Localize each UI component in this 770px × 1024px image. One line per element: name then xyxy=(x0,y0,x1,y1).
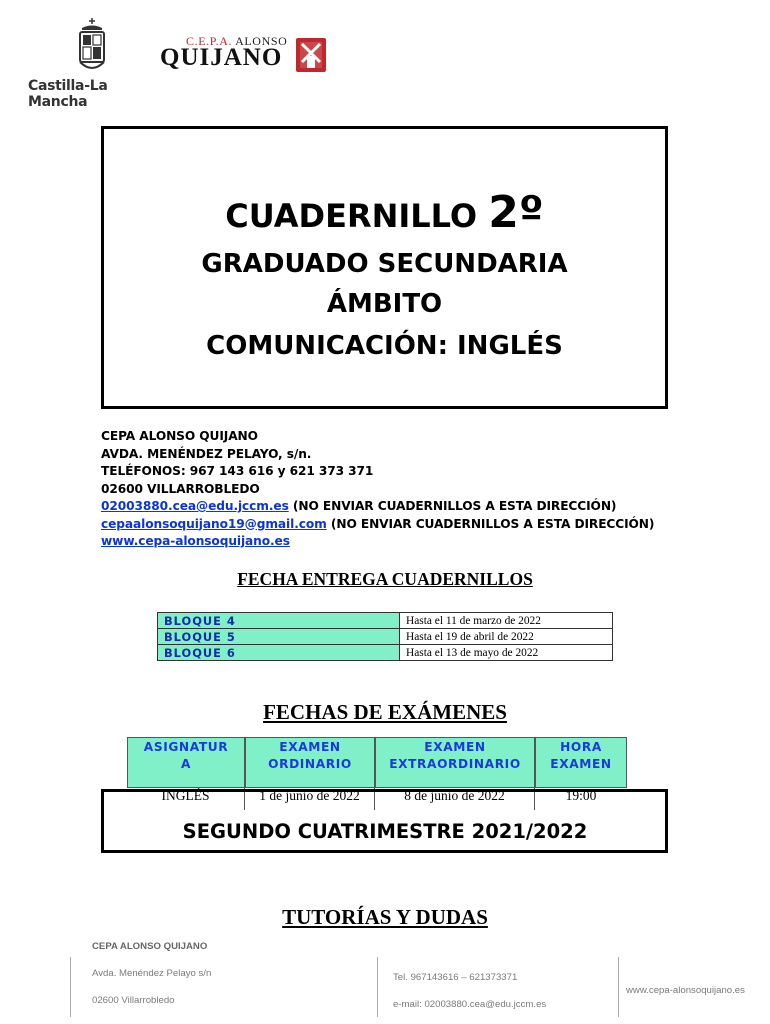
email2-note: (NO ENVIAR CUADERNILLOS A ESTA DIRECCIÓN) xyxy=(326,516,655,531)
page-footer xyxy=(0,935,770,1024)
school-phones: TELÉFONOS: 967 143 616 y 621 373 371 xyxy=(101,464,374,478)
email2-line xyxy=(101,516,654,534)
web-line xyxy=(101,533,654,551)
exams-table-header xyxy=(127,737,627,788)
header-subject-l1: ASIGNATUR xyxy=(143,740,229,754)
header-subject-l2: A xyxy=(180,757,192,771)
block-name: BLOQUE 6 xyxy=(158,645,400,661)
castilla-la-mancha-logo xyxy=(28,16,158,110)
email1-link[interactable]: 02003880.cea@edu.jccm.es xyxy=(101,499,289,513)
school-street: AVDA. MENÉNDEZ PELAYO, s/n. xyxy=(101,446,312,461)
castilla-la-mancha-text: Castilla-La Mancha xyxy=(28,78,108,110)
table-row xyxy=(158,629,613,645)
block-date: Hasta el 13 de mayo de 2022 xyxy=(400,645,613,661)
block-date: Hasta el 11 de marzo de 2022 xyxy=(400,613,613,629)
header-extra-l2: EXTRAORDINARIO xyxy=(389,757,521,771)
school-address-block xyxy=(101,428,654,551)
delivery-heading: FECHA ENTREGA CUADERNILLOS xyxy=(237,569,533,589)
header-hour-l1: HORA xyxy=(560,740,602,754)
cepa-prefix: C.E.P.A. xyxy=(186,34,233,48)
email1-note: (NO ENVIAR CUADERNILLOS A ESTA DIRECCIÓN) xyxy=(288,499,617,513)
footer-divider xyxy=(70,957,71,1017)
cepa-alonso-quijano-logo xyxy=(160,34,335,78)
footer-city: 02600 Villarrobledo xyxy=(92,995,175,1006)
website-link[interactable]: www.cepa-alonsoquijano.es xyxy=(101,534,290,548)
delivery-table xyxy=(157,612,613,661)
title-main xyxy=(104,187,665,238)
table-row xyxy=(158,613,613,629)
exam-extra-date: 8 de junio de 2022 xyxy=(375,788,535,810)
title-line-graduado: GRADUADO SECUNDARIA xyxy=(201,249,568,279)
semester-text: SEGUNDO CUATRIMESTRE 2021/2022 xyxy=(182,820,588,843)
header-hour-l2: EXAMEN xyxy=(550,757,612,771)
footer-address: Avda. Menéndez Pelayo s/n xyxy=(92,968,212,979)
header-ordinary-l2: ORDINARIO xyxy=(268,757,352,771)
title-line-subject: COMUNICACIÓN: INGLÉS xyxy=(206,331,563,361)
title-line-ambito: ÁMBITO xyxy=(326,289,443,319)
cepa-suffix: ALONSO xyxy=(235,34,288,48)
windmill-icon xyxy=(294,36,328,74)
exams-heading: FECHAS DE EXÁMENES xyxy=(263,700,507,724)
title-cuadernillo: CUADERNILLO xyxy=(225,197,478,235)
email2-link[interactable]: cepaalonsoquijano19@gmail.com xyxy=(101,516,327,531)
block-name: BLOQUE 5 xyxy=(158,629,400,645)
exam-hour: 19:00 xyxy=(565,788,597,803)
exam-ordinary-date: 1 de junio de 2022 xyxy=(245,788,375,810)
block-date: Hasta el 19 de abril de 2022 xyxy=(400,629,613,645)
footer-email: e-mail: 02003880.cea@edu.jccm.es xyxy=(393,999,547,1010)
header-ordinary xyxy=(245,737,375,788)
header-hour xyxy=(535,737,627,788)
header-subject xyxy=(127,737,245,788)
header-ordinary-l1: EXAMEN xyxy=(279,740,341,754)
school-name: CEPA ALONSO QUIJANO xyxy=(101,429,258,443)
exam-subject: INGLÉS xyxy=(127,788,245,810)
email1-line xyxy=(101,498,654,516)
header-extraordinary xyxy=(375,737,535,788)
school-city: 02600 VILLARROBLEDO xyxy=(101,481,260,496)
footer-school-name: CEPA ALONSO QUIJANO xyxy=(92,941,208,952)
title-box xyxy=(101,126,668,409)
header-extra-l1: EXAMEN xyxy=(424,740,486,754)
quijano-wordmark: QUIJANO xyxy=(160,44,283,71)
footer-website: www.cepa-alonsoquijano.es xyxy=(626,985,745,996)
castilla-la-mancha-seal-icon xyxy=(74,16,110,76)
footer-divider xyxy=(618,957,619,1017)
tutorias-heading: TUTORÍAS Y DUDAS xyxy=(282,905,488,929)
footer-divider xyxy=(377,957,378,1017)
table-row xyxy=(158,645,613,661)
title-number: 2º xyxy=(488,187,544,238)
block-name: BLOQUE 4 xyxy=(158,613,400,629)
footer-phone: Tel. 967143616 – 621373371 xyxy=(393,972,518,983)
